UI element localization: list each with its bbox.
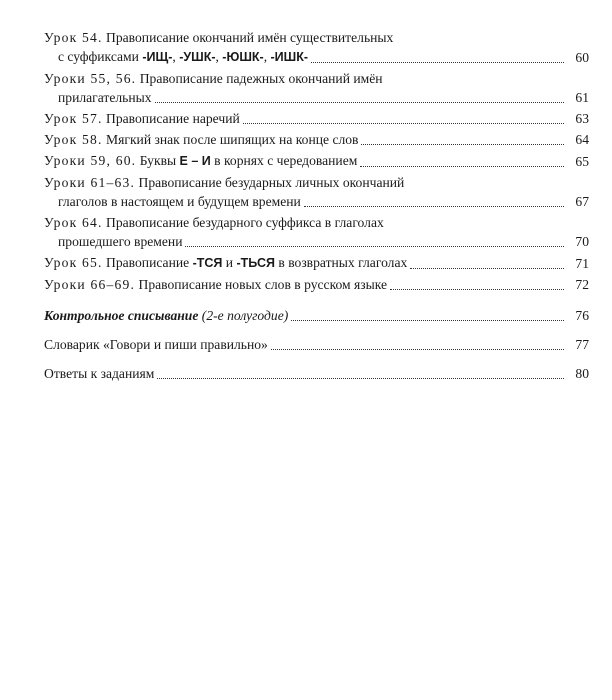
toc-entry-lesson-65: [44, 253, 589, 273]
page-number: 60: [575, 50, 589, 65]
letters-label: Е – И: [179, 154, 211, 168]
suffix-label: -ИЩ-: [142, 50, 173, 64]
dot-leader: [304, 205, 564, 207]
page-number: 61: [575, 90, 589, 105]
lesson-number: Урок 64.: [44, 215, 103, 230]
dot-leader: [360, 165, 564, 167]
lesson-number: Уроки 61–63.: [44, 175, 136, 190]
toc-entry-answers: [44, 364, 589, 383]
dot-leader: [390, 288, 564, 290]
table-of-contents: [44, 28, 589, 383]
lesson-title: Мягкий знак после шипящих на конце слов: [106, 132, 359, 147]
lesson-title: Правописание: [106, 255, 190, 270]
page-number: 70: [575, 234, 589, 249]
page-number: 76: [575, 308, 589, 323]
lesson-title: Правописание окончаний имён существительных: [106, 30, 394, 45]
toc-entry-lessons-59-60: [44, 151, 589, 171]
section-title: Контрольное списывание: [44, 308, 199, 323]
lesson-title-continued: в возвратных глаголах: [278, 255, 408, 270]
dot-leader: [155, 101, 564, 103]
section-title: Словарик «Говори и пиши правильно»: [44, 337, 268, 352]
lesson-title: Правописание новых слов в русском языке: [138, 277, 388, 292]
section-title: Ответы к заданиям: [44, 366, 155, 381]
suffix-label: -ТСЯ: [192, 256, 223, 270]
suffix-label: -ИШК-: [270, 50, 308, 64]
suffix-label: -ЮШК-: [222, 50, 264, 64]
dot-leader: [291, 319, 564, 321]
lesson-title: Правописание безударных личных окончаний: [138, 175, 405, 190]
toc-entry-lessons-55-56: [44, 69, 589, 107]
toc-entry-lesson-58: [44, 130, 589, 149]
lesson-title-continued: с суффиксами: [58, 49, 139, 64]
dot-leader: [410, 267, 564, 269]
lesson-number: Уроки 66–69.: [44, 277, 136, 292]
lesson-title: Буквы: [139, 153, 177, 168]
suffix-label: -ТЬСЯ: [236, 256, 275, 270]
lesson-title-continued: глаголов в настоящем и будущем времени: [58, 194, 301, 209]
dot-leader: [185, 245, 564, 247]
toc-entry-control-copying: [44, 306, 589, 325]
lesson-number: Уроки 59, 60.: [44, 153, 137, 168]
dot-leader: [311, 61, 564, 63]
toc-entry-lessons-66-69: [44, 275, 589, 294]
page-number: 77: [575, 337, 589, 352]
lesson-number: Урок 58.: [44, 132, 103, 147]
lesson-title-continued: прилагательных: [58, 90, 152, 105]
lesson-title-continued: прошедшего времени: [58, 234, 183, 249]
dot-leader: [271, 348, 564, 350]
page-number: 64: [575, 132, 589, 147]
lesson-number: Урок 57.: [44, 111, 103, 126]
lesson-title: Правописание наречий: [106, 111, 240, 126]
page-number: 63: [575, 111, 589, 126]
page-number: 72: [575, 277, 589, 292]
lesson-title: Правописание безударного суффикса в глаголах: [106, 215, 384, 230]
toc-entry-lessons-61-63: [44, 173, 589, 211]
page-number: 71: [575, 256, 589, 271]
dot-leader: [243, 122, 564, 124]
dot-leader: [361, 143, 564, 145]
toc-entry-dictionary: [44, 335, 589, 354]
lesson-title: Правописание падежных окончаний имён: [139, 71, 383, 86]
conjunction: и: [225, 255, 234, 270]
lesson-number: Уроки 55, 56.: [44, 71, 137, 86]
toc-entry-lesson-54: Урок 54. Правописание окончаний имён существительных с суффиксами -ИЩ-, -УШК-, -ЮШК-, -ИШК- 60: [44, 30, 589, 65]
dot-leader: [157, 377, 564, 379]
section-subtitle: (2-е полугодие): [201, 308, 289, 323]
lesson-number: Урок 65.: [44, 255, 103, 270]
suffix-label: -УШК-: [179, 50, 216, 64]
page-number: 80: [575, 366, 589, 381]
lesson-number: Урок 54.: [44, 30, 103, 45]
toc-entry-lesson-57: [44, 109, 589, 128]
toc-entry-lesson-64: [44, 213, 589, 251]
page-number: 67: [575, 194, 589, 209]
page-number: 65: [575, 154, 589, 169]
lesson-title-continued: в корнях с чередованием: [214, 153, 358, 168]
